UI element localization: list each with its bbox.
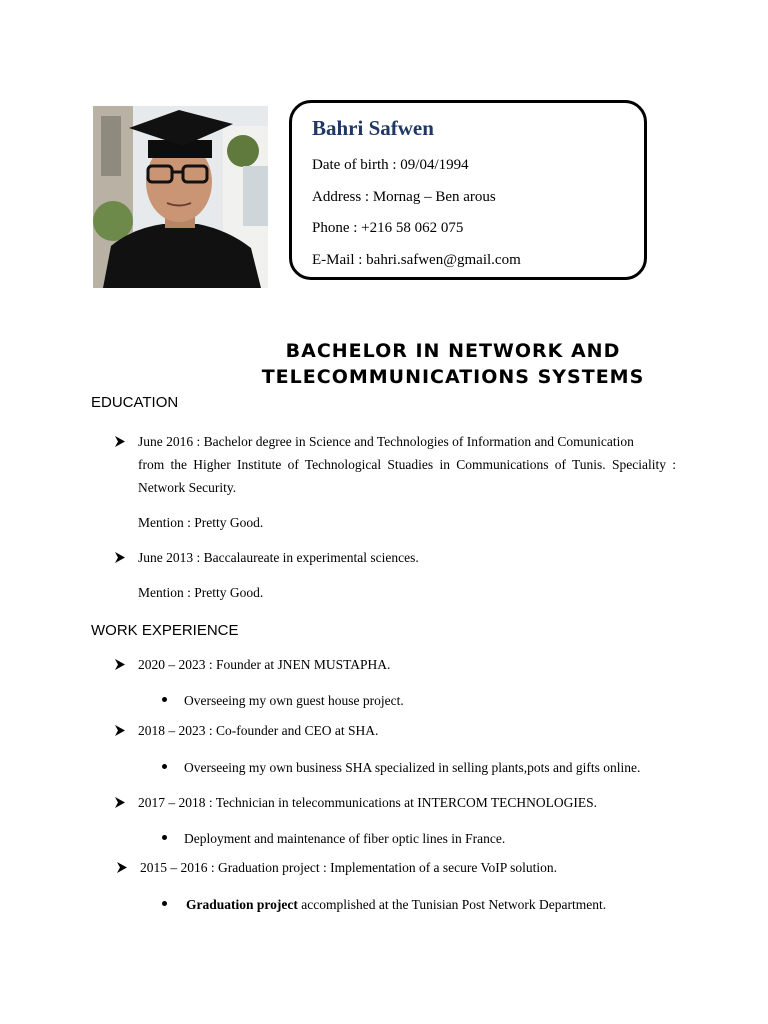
work-experience-title: WORK EXPERIENCE — [91, 622, 239, 639]
education-item-1-line1: June 2016 : Bachelor degree in Science and Technologies of Information and Comunication — [138, 434, 634, 449]
work-item-1-detail: Overseeing my own guest house project. — [184, 693, 404, 708]
bullet-dot — [162, 901, 167, 906]
phone: Phone : +216 58 062 075 — [312, 220, 464, 236]
bullet-dot — [162, 697, 167, 702]
education-title: EDUCATION — [91, 394, 179, 411]
degree-heading-line1: BACHELOR IN NETWORK AND — [285, 340, 621, 362]
work-item-2: 2018 – 2023 : Co-founder and CEO at SHA. — [138, 723, 379, 738]
profile-photo — [93, 106, 268, 288]
work-item-3: 2017 – 2018 : Technician in telecommunications at INTERCOM TECHNOLOGIES. — [138, 795, 597, 810]
contact-card — [289, 100, 647, 280]
arrowhead-icon — [115, 552, 125, 563]
arrowhead-icon — [115, 659, 125, 670]
education-item-1-line3: Network Security. — [138, 480, 237, 495]
work-item-4: 2015 – 2016 : Graduation project : Implementation of a secure VoIP solution. — [140, 860, 558, 875]
degree-heading-line2: TELECOMMUNICATIONS SYSTEMS — [261, 366, 645, 388]
bullet-dot — [162, 764, 167, 769]
work-item-3-detail: Deployment and maintenance of fiber optic lines in France. — [184, 831, 506, 846]
work-item-4-detail-rest: accomplished at the Tunisian Post Network Department. — [297, 897, 607, 912]
address: Address : Mornag – Ben arous — [312, 189, 496, 205]
arrowhead-icon — [117, 862, 127, 873]
degree-heading — [230, 338, 676, 390]
work-item-4-detail-bold: Graduation project — [186, 897, 298, 912]
work-item-2-detail: Overseeing my own business SHA specialized in selling plants,pots and gifts online. — [184, 760, 641, 775]
education-item-1-mention: Mention : Pretty Good. — [138, 515, 264, 530]
education-item-2-mention: Mention : Pretty Good. — [138, 585, 264, 600]
education-item-2-line1: June 2013 : Baccalaureate in experimental sciences. — [138, 550, 419, 565]
date-of-birth: Date of birth : 09/04/1994 — [312, 157, 469, 173]
arrowhead-icon — [115, 436, 125, 447]
arrowhead-icon — [115, 725, 125, 736]
arrowhead-icon — [115, 797, 125, 808]
work-item-1: 2020 – 2023 : Founder at JNEN MUSTAPHA. — [138, 657, 391, 672]
person-name: Bahri Safwen — [312, 116, 434, 140]
work-item-4-detail — [186, 893, 606, 916]
education-item-1-line2: from the Higher Institute of Technological Stuadies in Communications of Tunis. Speciality : — [138, 457, 676, 472]
email: E-Mail : bahri.safwen@gmail.com — [312, 252, 521, 268]
bullet-dot — [162, 835, 167, 840]
